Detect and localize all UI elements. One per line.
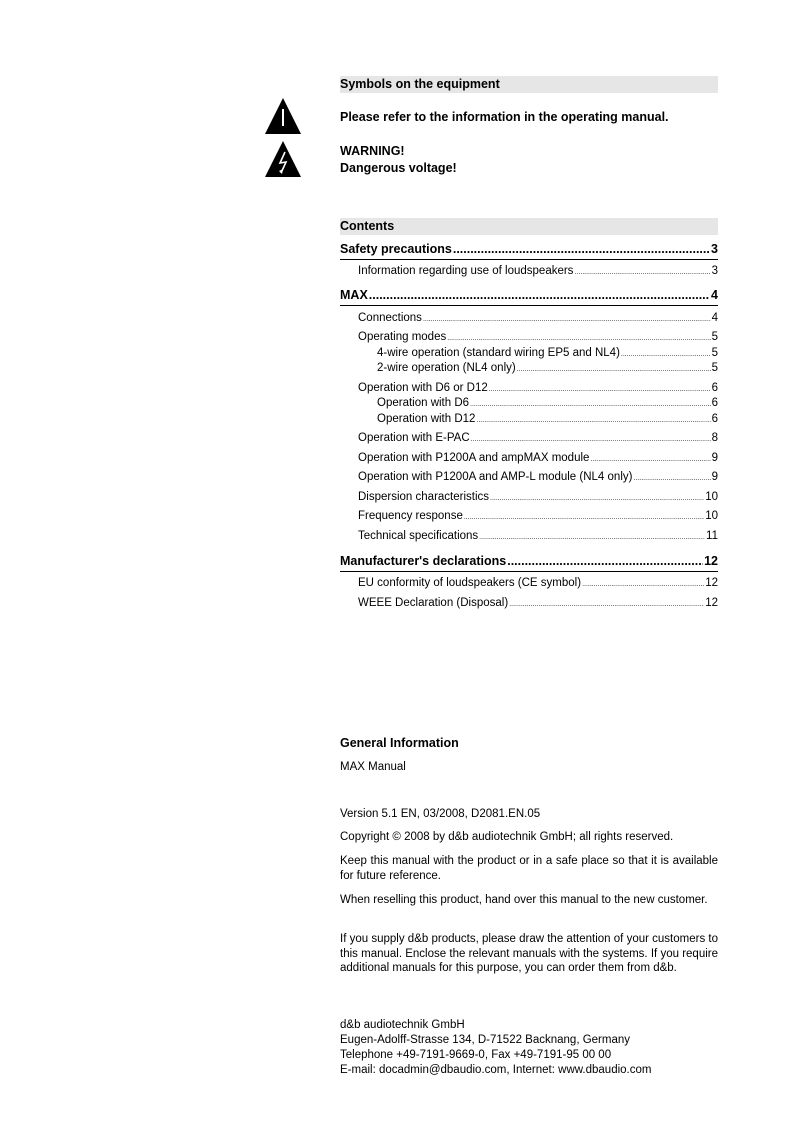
toc-page: 6 (711, 382, 718, 394)
toc-label: EU conformity of loudspeakers (CE symbol) (358, 577, 582, 589)
toc-label: Operation with D12 (377, 413, 476, 425)
toc-page: 10 (705, 510, 718, 522)
toc-label: Technical specifications (358, 530, 479, 542)
toc-entry-max[interactable] (340, 288, 718, 302)
toc-label: Manufacturer's declarations (340, 554, 507, 568)
company-address: Eugen-Adolff-Strasse 134, D-71522 Backnang, Germany (340, 1034, 631, 1046)
toc-label: MAX (340, 288, 368, 302)
dangerous-voltage-text: Dangerous voltage! (340, 161, 457, 175)
toc-entry-d12[interactable] (377, 413, 718, 425)
toc-page: 4 (711, 288, 718, 302)
refer-manual-text: Please refer to the information in the operating manual. (340, 110, 669, 124)
caution-icon (264, 97, 302, 135)
toc-label: 4-wire operation (standard wiring EP5 and NL4) (377, 347, 620, 359)
copyright-text: Copyright © 2008 by d&b audiotechnik GmbH; all rights reserved. (340, 831, 674, 843)
toc-page: 9 (711, 452, 718, 464)
toc-label: Connections (358, 312, 422, 324)
toc-page: 11 (706, 530, 718, 542)
toc-entry-manufacturers-declarations[interactable] (340, 554, 718, 568)
toc-entry-technical-specs[interactable] (358, 530, 718, 542)
toc-entry-loudspeaker-info[interactable] (358, 265, 718, 277)
toc-label: Operation with E-PAC (358, 432, 470, 444)
toc-page: 10 (705, 491, 718, 503)
toc-label: Operation with P1200A and ampMAX module (358, 452, 590, 464)
company-phone: Telephone +49-7191-9669-0, Fax +49-7191-95 00 00 (340, 1049, 612, 1061)
toc-page: 4 (711, 312, 718, 324)
toc-entry-2-wire[interactable] (377, 362, 718, 374)
version-text: Version 5.1 EN, 03/2008, D2081.EN.05 (340, 808, 541, 820)
toc-page: 5 (711, 347, 718, 359)
divider (340, 571, 718, 572)
supply-text: If you supply d&b products, please draw the attention of your customers to this manual. Enclose the relevant manuals with the systems. If you require additional manuals for this purpose, you can order them from d&b. (340, 933, 718, 974)
toc-page: 3 (711, 242, 718, 256)
toc-entry-connections[interactable] (358, 312, 718, 324)
toc-label: Operation with P1200A and AMP-L module (NL4 only) (358, 471, 633, 483)
toc-entry-4-wire[interactable] (377, 347, 718, 359)
general-info-heading: General Information (340, 736, 459, 750)
toc-page: 6 (711, 397, 718, 409)
toc-entry-d6-d12[interactable] (358, 382, 718, 394)
toc-entry-safety-precautions[interactable] (340, 242, 718, 256)
toc-entry-d6[interactable] (377, 397, 718, 409)
toc-page: 8 (711, 432, 718, 444)
dangerous-voltage-icon (264, 140, 302, 178)
toc-entry-ampmax[interactable] (358, 452, 718, 464)
toc-entry-e-pac[interactable] (358, 432, 718, 444)
toc-page: 12 (705, 597, 718, 609)
symbols-heading: Symbols on the equipment (340, 76, 718, 93)
manual-title: MAX Manual (340, 761, 406, 773)
toc-label: Frequency response (358, 510, 463, 522)
toc-label: Safety precautions (340, 242, 452, 256)
toc-label: Operation with D6 (377, 397, 470, 409)
toc-label: Information regarding use of loudspeakers (358, 265, 574, 277)
toc-entry-weee[interactable] (358, 597, 718, 609)
company-name: d&b audiotechnik GmbH (340, 1019, 465, 1031)
toc-entry-frequency-response[interactable] (358, 510, 718, 522)
toc-label: WEEE Declaration (Disposal) (358, 597, 509, 609)
keep-manual-text: Keep this manual with the product or in a safe place so that it is available for future reference. (340, 855, 718, 882)
toc-label: Operating modes (358, 331, 447, 343)
toc-page: 3 (711, 265, 718, 277)
contents-heading: Contents (340, 218, 718, 235)
toc-entry-eu-conformity[interactable] (358, 577, 718, 589)
divider (340, 259, 718, 260)
toc-label: Dispersion characteristics (358, 491, 490, 503)
toc-page: 5 (711, 331, 718, 343)
toc-page: 5 (711, 362, 718, 374)
toc-entry-operating-modes[interactable] (358, 331, 718, 343)
toc-page: 6 (711, 413, 718, 425)
divider (340, 305, 718, 306)
toc-entry-dispersion[interactable] (358, 491, 718, 503)
toc-page: 12 (705, 577, 718, 589)
toc-page: 12 (704, 554, 718, 568)
toc-label: Operation with D6 or D12 (358, 382, 488, 394)
company-contact: E-mail: docadmin@dbaudio.com, Internet: www.dbaudio.com (340, 1064, 652, 1076)
toc-page: 9 (711, 471, 718, 483)
toc-entry-amp-l[interactable] (358, 471, 718, 483)
toc-label: 2-wire operation (NL4 only) (377, 362, 516, 374)
warning-text: WARNING! (340, 144, 405, 158)
reselling-text: When reselling this product, hand over this manual to the new customer. (340, 894, 708, 906)
